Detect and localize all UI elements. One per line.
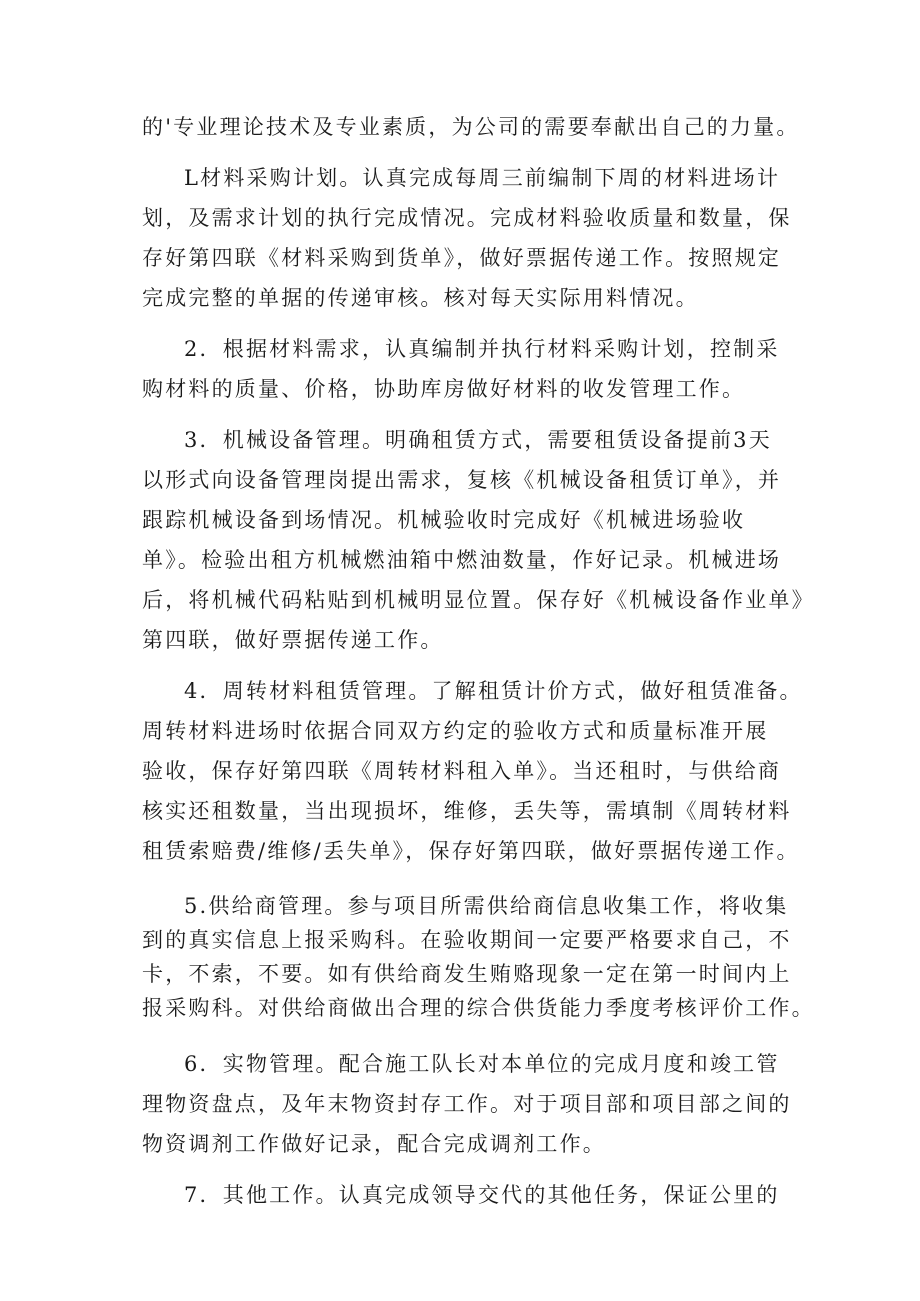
text-line: 理物资盘点，及年末物资封存工作。对于项目部和项目部之间的	[142, 1092, 792, 1116]
text-line: 的'专业理论技术及专业素质，为公司的需要奉献出自己的力量。	[142, 115, 800, 139]
text-line: 验收，保存好第四联《周转材料租入单》。当还租时，与供给商	[142, 759, 782, 783]
text-line: 4．周转材料租赁管理。了解租赁计价方式，做好租赁准备。	[184, 679, 803, 703]
text-line: 以形式向设备管理岗提出需求，复核《机械设备租赁订单》，并	[142, 468, 782, 492]
text-line: 完成完整的单据的传递审核。核对每天实际用料情况。	[142, 286, 699, 310]
text-line: 单》。检验出租方机械燃油箱中燃油数量，作好记录。机械进场	[142, 548, 782, 572]
text-line: 物资调剂工作做好记录，配合完成调剂工作。	[142, 1132, 606, 1156]
text-line: 跟踪机械设备到场情况。机械验收时完成好《机械进场验收	[142, 508, 746, 532]
text-line: 7．其他工作。认真完成领导交代的其他任务，保证公里的	[184, 1183, 780, 1207]
text-line: 后，将机械代码粘贴到机械明显位置。保存好《机械设备作业单》	[142, 588, 815, 612]
text-line: 5.供给商管理。参与项目所需供给商信息收集工作，将收集	[184, 894, 789, 918]
text-line: 2．根据材料需求，认真编制并执行材料采购计划，控制采	[184, 337, 780, 361]
text-line: 报采购科。对供给商做出合理的综合供货能力季度考核评价工作。	[142, 996, 815, 1020]
text-line: 购材料的质量、价格，协助库房做好材料的收发管理工作。	[142, 377, 746, 401]
text-line: 租赁索赔费/维修/丢失单》，保存好第四联，做好票据传递工作。	[142, 839, 800, 863]
text-line: 第四联，做好票据传递工作。	[142, 628, 444, 652]
text-line: 6．实物管理。配合施工队长对本单位的完成月度和竣工管	[184, 1052, 780, 1076]
text-line: 3．机械设备管理。明确租赁方式，需要租赁设备提前3天	[184, 428, 772, 452]
text-line: 周转材料进场时依据合同双方约定的验收方式和质量标准开展	[142, 719, 769, 743]
text-line: 到的真实信息上报采购科。在验收期间一定要严格要求自己，不	[142, 928, 792, 952]
text-line: 划，及需求计划的执行完成情况。完成材料验收质量和数量，保	[142, 206, 792, 230]
text-line: 存好第四联《材料采购到货单》，做好票据传递工作。按照规定	[142, 246, 782, 270]
text-line: L材料采购计划。认真完成每周三前编制下周的材料进场计	[184, 166, 781, 190]
text-line: 卡，不索，不要。如有供给商发生贿赂现象一定在第一时间内上	[142, 962, 792, 986]
text-line: 核实还租数量，当出现损坏，维修，丢失等，需填制《周转材料	[142, 799, 792, 823]
